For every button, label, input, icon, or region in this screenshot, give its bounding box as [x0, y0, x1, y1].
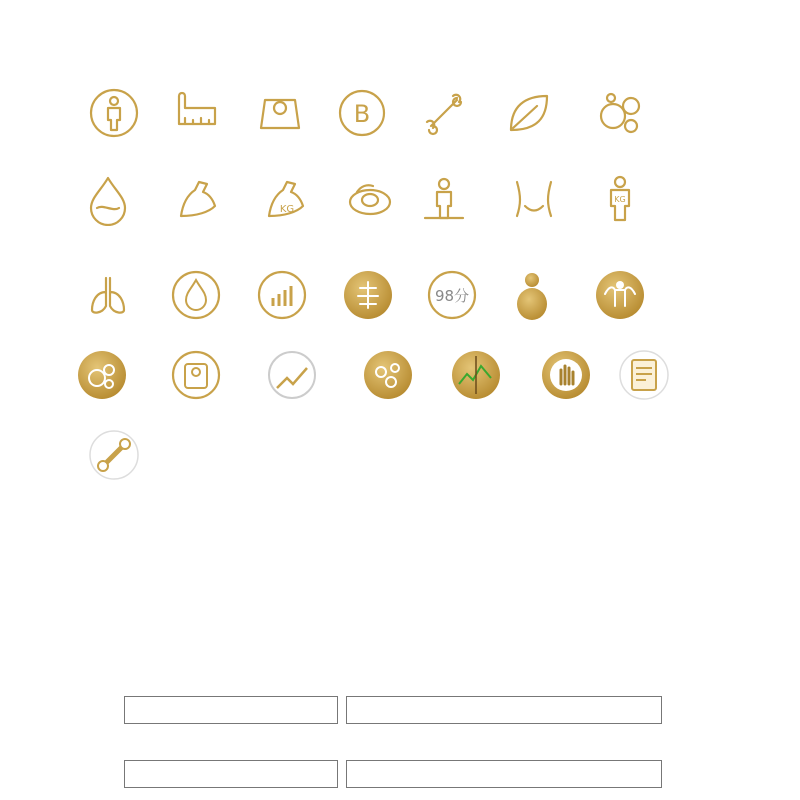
visceral-fat-icon	[81, 268, 135, 322]
skeletal-muscle-icon	[87, 428, 141, 482]
box-advice	[124, 696, 338, 724]
svg-text:KG: KG	[279, 204, 295, 215]
water-content-icon	[169, 268, 223, 322]
metric-item	[54, 428, 174, 484]
trend-chart-icon	[255, 268, 309, 322]
metric-item	[584, 348, 704, 404]
metric-item	[560, 268, 680, 324]
lean-mass-icon	[417, 172, 471, 226]
weight-icon	[253, 86, 307, 140]
health-eval-icon	[341, 268, 395, 322]
bmi-icon	[335, 86, 389, 140]
metric-item	[560, 86, 680, 142]
goal-progress-icon	[265, 348, 319, 402]
metric-item	[560, 172, 680, 228]
body-age-icon	[507, 172, 561, 226]
bone-icon	[417, 86, 471, 140]
history-record-icon	[617, 348, 671, 402]
obesity-icon	[171, 86, 225, 140]
fat-weight-icon	[75, 348, 129, 402]
fat-change-icon	[361, 348, 415, 402]
target-weight-icon	[169, 348, 223, 402]
svg-text:B: B	[353, 100, 371, 128]
muscle-kg-icon	[259, 172, 313, 226]
muscle-icon	[171, 172, 225, 226]
box-girth	[124, 760, 338, 788]
body-type-icon	[87, 86, 141, 140]
box-risk	[346, 696, 662, 724]
ideal-weight-icon	[593, 268, 647, 322]
metabolism-leaf-icon	[501, 86, 555, 140]
body-score-icon	[425, 268, 479, 322]
svg-text:98分: 98分	[434, 287, 470, 305]
weight-control-icon	[593, 172, 647, 226]
body-fat-icon	[593, 86, 647, 140]
water-drop-icon	[81, 172, 135, 226]
svg-text:KG: KG	[614, 195, 626, 204]
box-diet	[346, 760, 662, 788]
weight-change-icon	[449, 348, 503, 402]
fat-control-icon	[505, 268, 559, 322]
